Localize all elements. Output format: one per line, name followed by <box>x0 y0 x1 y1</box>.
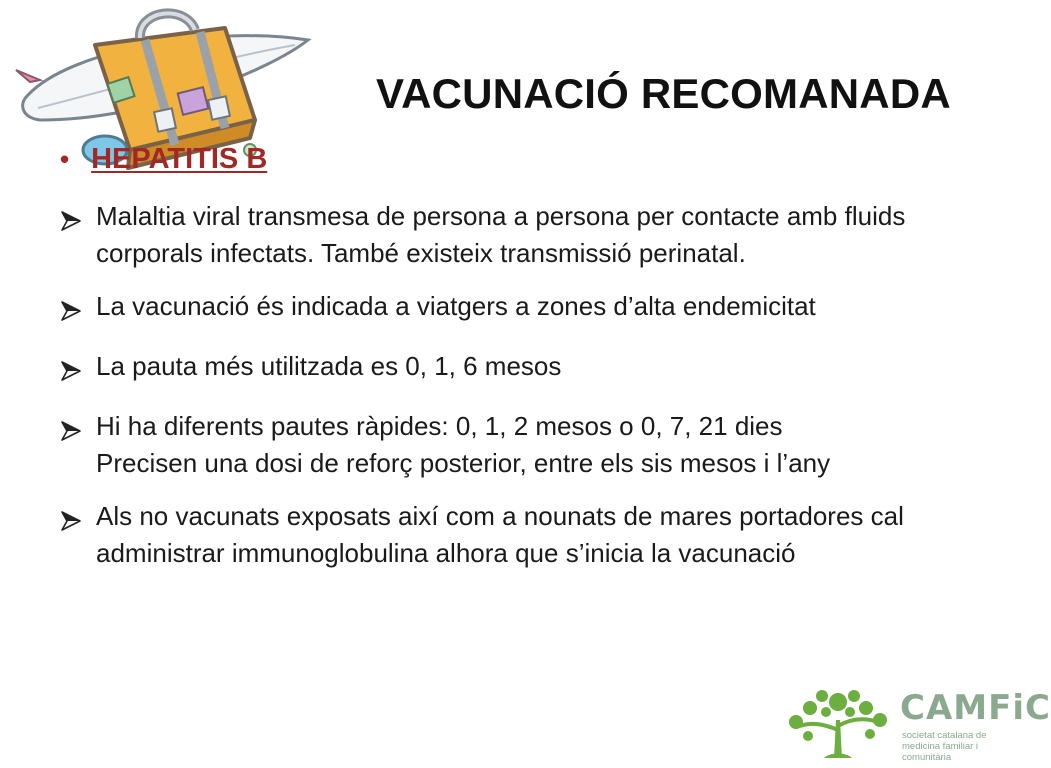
logo-name: CAMFiC <box>900 688 1051 728</box>
bullet-list <box>60 198 960 588</box>
arrow-bullet-icon <box>60 408 96 452</box>
arrow-bullet-icon <box>60 498 96 542</box>
arrow-bullet-icon <box>60 288 96 332</box>
logo-subtitle: societat catalana de medicina familiar i comunitària <box>902 730 987 763</box>
section-heading <box>60 143 267 176</box>
list-item-text: La vacunació és indicada a viatgers a zones d’alta endemicitat <box>96 291 816 321</box>
list-item <box>60 498 960 572</box>
list-item-text: La pauta més utilitzada es 0, 1, 6 mesos <box>96 351 562 381</box>
list-item <box>60 198 960 272</box>
tree-logo-icon <box>784 682 892 760</box>
list-item-text: Hi ha diferents pautes ràpides: 0, 1, 2 mesos o 0, 7, 21 dies Precisen una dosi de reforç posterior, entre els sis mesos i l’any <box>96 411 831 478</box>
list-item <box>60 348 960 392</box>
arrow-bullet-icon <box>60 198 96 242</box>
arrow-bullet-icon <box>60 348 96 392</box>
section-bullet-icon: • <box>60 144 70 174</box>
list-item-text: Malaltia viral transmesa de persona a persona per contacte amb fluids corporals infectats. També existeix transmissió perinatal. <box>96 201 906 268</box>
list-item <box>60 288 960 332</box>
camfic-logo <box>784 682 1051 763</box>
list-item-text: Als no vacunats exposats així com a nounats de mares portadores cal administrar immunoglobulina alhora que s’inicia la vacunació <box>96 501 904 568</box>
list-item <box>60 408 960 482</box>
slide-title: VACUNACIÓ RECOMANADA <box>376 70 951 117</box>
section-title: HEPATITIS B <box>91 143 268 175</box>
